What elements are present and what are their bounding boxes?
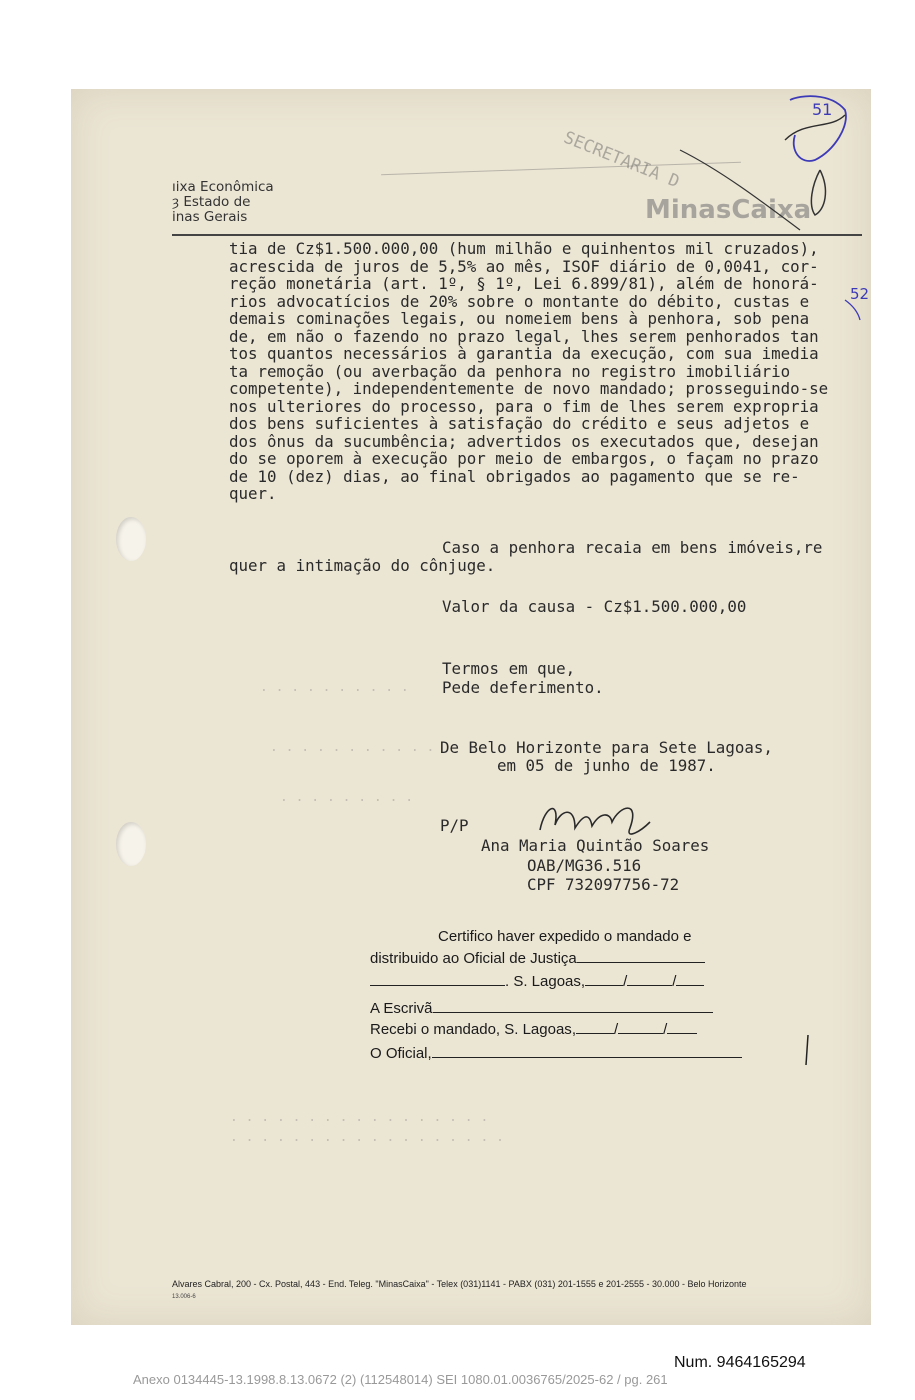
margin-note: 52 — [850, 285, 870, 303]
place-line: De Belo Horizonte para Sete Lagoas, — [440, 738, 773, 757]
recebi-line: Recebi o mandado, S. Lagoas, / / — [370, 1021, 697, 1038]
body-line: rios advocatícios de 20% sobre o montante do débito, custas e — [229, 291, 810, 311]
signatory-cpf: CPF 732097756-72 — [527, 875, 680, 894]
blank-month — [618, 1021, 663, 1034]
closing-termos: Termos em que, — [442, 659, 576, 678]
bleed-through-mark: . . . . . . . . . . — [260, 680, 409, 695]
blank-line — [577, 950, 705, 963]
body-line: reção monetária (art. 1º, § 1º, Lei 6.899/81), além de honorá- — [229, 274, 819, 293]
letterhead-line: ıixa Econômica — [172, 179, 274, 195]
body-line: demais cominações legais, ou nomeiem bens à penhora, sob pena — [229, 309, 810, 328]
escriva-label: A Escrivã — [370, 1000, 433, 1017]
blank-year — [676, 973, 704, 986]
closing-pede: Pede deferimento. — [442, 678, 604, 697]
body-line: de 10 (dez) dias, ao final obrigados ao pagamento que se re- — [229, 466, 800, 486]
body-line: de, em não o fazendo no prazo legal, lhes serem penhorados tan — [229, 326, 819, 346]
body-line: tia de Cz$1.500.000,00 (hum milhão e quinhentos mil cruzados), — [229, 239, 819, 258]
claim-value: Valor da causa - Cz$1.500.000,00 — [442, 597, 747, 616]
pen-stroke — [806, 1035, 808, 1065]
certificate-text: distribuido ao Oficial de Justiça — [370, 950, 577, 967]
conjuge-paragraph-line: Caso a penhora recaia em bens imóveis,re — [442, 538, 823, 557]
body-line: competente), independentemente de novo mandado; prosseguindo-se — [229, 379, 829, 398]
place-label: S. Lagoas — [513, 973, 581, 990]
letterhead-footer: Alvares Cabral, 200 - Cx. Postal, 443 - End. Teleg. "MinasCaixa" - Telex (031)1141 - PABX (031) 201-1555 e 201-2555 - 30.000 - Belo Horizonte — [172, 1279, 747, 1289]
oficial-label: O Oficial — [370, 1045, 428, 1062]
certificate-line1: Certifico haver expedido o mandado e — [438, 928, 692, 945]
pp-label: P/P — [440, 816, 469, 835]
oficial-line: O Oficial, — [370, 1045, 742, 1062]
initials-scribble — [790, 96, 846, 161]
bleed-through-mark: . . . . . . . . . . . . . . . . . — [230, 1110, 489, 1125]
page-number-handwritten: 51 — [812, 100, 833, 119]
signatory-name: Ana Maria Quintão Soares — [481, 836, 710, 855]
document-number: Num. 9464165294 — [674, 1354, 806, 1371]
pen-stroke — [680, 150, 800, 230]
bleed-through-mark: . . . . . . . . . . . — [270, 740, 435, 755]
letterhead-line: inas Gerais — [172, 209, 248, 225]
blank-line — [433, 1000, 713, 1013]
blank-line — [432, 1045, 742, 1058]
body-line: do se oporem à execução por meio de embargos, o façam no prazo — [229, 449, 819, 468]
bleed-through-mark: . . . . . . . . . . . . . . . . . . — [230, 1130, 504, 1145]
blank-line — [370, 973, 505, 986]
body-line: tos quantos necessários à garantia da execução, com sua imedia — [229, 344, 819, 363]
stamp-text: SECRETARIA D — [560, 127, 683, 193]
form-code: 13.006-6 — [172, 1294, 196, 1300]
initials-scribble — [811, 170, 825, 215]
body-line: dos bens suficientes à satisfação do crédito e seus adjetos e — [229, 414, 810, 433]
recebi-label: Recebi o mandado, S. Lagoas — [370, 1021, 572, 1038]
body-line: ta remoção (ou averbação da penhora no registro imobiliário — [229, 361, 791, 381]
blank-day — [576, 1021, 614, 1034]
body-paragraph — [229, 240, 849, 503]
blank-day — [585, 973, 623, 986]
body-line: acrescida de juros de 5,5% ao mês, ISOF diário de 0,0041, cor- — [229, 256, 819, 276]
body-line: nos ulteriores do processo, para o fim de lhes serem expropria — [229, 396, 819, 416]
blank-month — [627, 973, 672, 986]
conjuge-paragraph-line: quer a intimação do cônjuge. — [229, 556, 496, 575]
minascaixa-logo: MinasCaixa — [645, 195, 812, 225]
body-line: dos ônus da sucumbência; advertidos os executados que, desejan — [229, 431, 819, 451]
signature — [540, 808, 650, 834]
certificate-line2 — [370, 950, 705, 967]
escriva-line — [370, 1000, 713, 1017]
signatory-oab: OAB/MG36.516 — [527, 856, 642, 875]
annex-reference: Anexo 0134445-13.1998.8.13.0672 (2) (112548014) SEI 1080.01.0036765/2025-62 / pg. 261 — [133, 1372, 668, 1387]
certificate-line3: . S. Lagoas, / / — [370, 973, 704, 990]
bleed-through-mark: . . . . . . . . . — [280, 790, 414, 805]
letterhead-line: ȝ Estado de — [172, 194, 251, 210]
body-line: quer. — [229, 484, 277, 503]
date-line: em 05 de junho de 1987. — [497, 756, 716, 775]
blank-year — [667, 1021, 697, 1034]
